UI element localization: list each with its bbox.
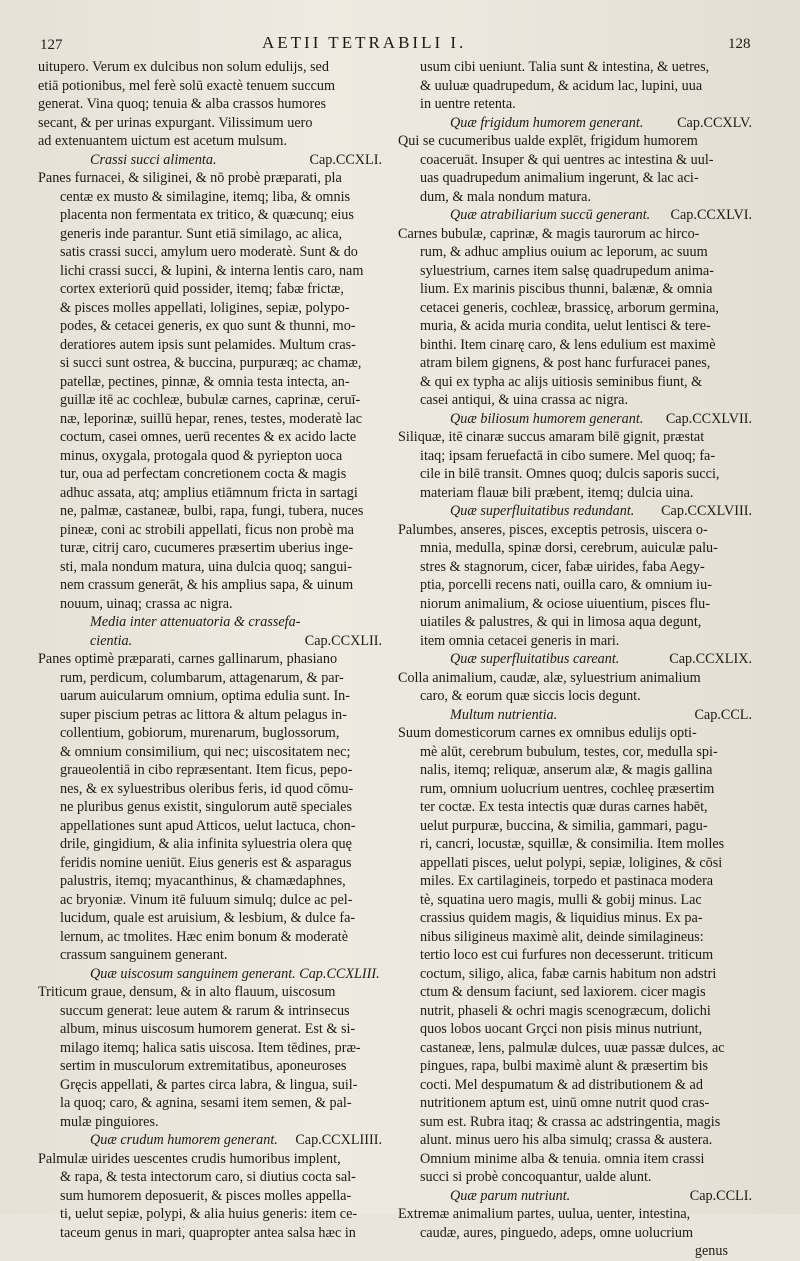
text-line: nes, & ex syluestribus oleribus feris, id quod cōmu-	[60, 780, 354, 797]
text-line: uiatiles & palustres, & qui in limosa aqua degunt,	[420, 614, 702, 630]
chapter-heading	[38, 965, 388, 984]
chapter-number: Cap.CCXLIIII.	[295, 1132, 382, 1148]
text-line: nutritionem aptum est, uinū omne nutrit quod cras-	[420, 1095, 710, 1111]
text-line: centæ ex musto & similagine, itemq; liba, & omnis	[60, 188, 351, 205]
chapter-heading	[398, 114, 758, 133]
text-line: & uuluæ quadrupedum, & acidum lac, lupini, uua	[420, 77, 703, 94]
text-line: muria, & acida muria condita, uelut lentisci & tere-	[420, 318, 711, 334]
text-line: niorum animalium, & ociose uiuentium, pisces flu-	[420, 595, 711, 612]
text-line: cetacei generis, cochleæ, brassicę, arborum germina,	[420, 299, 719, 316]
text-line: Gręcis appellati, & partes circa labra, & lingua, suil-	[60, 1076, 358, 1093]
text-line: casei antiqui, & uina crassa ac nigra.	[420, 392, 628, 408]
text-line: si succi sunt ostrea, & buccina, purpuræq; ac chamæ,	[60, 355, 362, 371]
text-line: album, minus uiscosum humorem generat. Est & si-	[60, 1021, 356, 1037]
text-line: uarum auicularum omnium, optima edulia sunt. In-	[60, 688, 350, 704]
text-line: lernum, ac tmolites. Hæc enim bonum & moderatè	[60, 928, 349, 945]
text-line: & omnium consimilium, qui nec; uiscositatem nec;	[60, 743, 351, 760]
text-line: turæ, citrij caro, cucumeres præsertim uberius inge-	[60, 540, 354, 556]
text-line: cortex exteriorū quid possider, itemq; fabæ frictæ,	[60, 281, 344, 297]
chapter-heading	[398, 706, 758, 725]
text-line: Omnium minime alba & tenuia. omnia item crassi	[420, 1150, 705, 1167]
text-line: ad extenuantem uictum est acetum mulsum.	[38, 133, 288, 149]
text-line: tertio loco est cui furfures non decesserunt. triticum	[420, 947, 714, 963]
text-line: secant, & per urinas expurgant. Vilissimum uero	[38, 114, 313, 131]
paragraph-start-line: Panes optimè præparati, carnes gallinarum, phasiano	[38, 651, 338, 667]
text-line: & qui ex typha ac alijs uitiosis seminibus fiunt, &	[420, 373, 703, 390]
paragraph-start-line: Siliquæ, itē cinaræ succus amaram bilē gignit, præstat	[398, 429, 705, 445]
running-title: AETII TETRABILI I.	[262, 33, 467, 52]
text-line: satis crassi succi, amylum uero moderatè. Sunt & do	[60, 244, 358, 260]
chapter-title: Crassi succi alimenta.	[90, 151, 217, 168]
text-line: tur, oua ad perfectam concretionem cocta & magis	[60, 466, 347, 482]
chapter-number: Cap.CCXLVI.	[670, 207, 752, 223]
text-line: taceum genus in mari, quapropter antea salsa hæc in	[60, 1224, 356, 1241]
text-line: graueolentiā in cibo repræsentant. Item ficus, pepo-	[60, 762, 353, 778]
text-line: la quoq; caro, & agnina, sesami item semen, & pal-	[60, 1095, 352, 1111]
text-line: coctum, siligo, alica, fabæ carnis habitum non adstri	[420, 965, 717, 982]
text-line: næ, leporinæ, suillū hepar, renes, testes, moderatè lac	[60, 410, 363, 427]
chapter-number: Cap.CCLI.	[689, 1187, 752, 1204]
chapter-heading	[38, 151, 388, 170]
paragraph-start-line: Triticum graue, densum, & in alto flauum, uiscosum	[38, 984, 336, 1000]
chapter-heading	[398, 650, 758, 669]
text-line: crassum sanguinem generant.	[60, 947, 228, 963]
text-line: drile, gingidium, & alia infinita syluestria olera quę	[60, 836, 352, 852]
chapter-number: Cap.CCXLII.	[304, 632, 382, 649]
text-line: succum generat: leue autem & rarum & intrinsecus	[60, 1002, 350, 1019]
text-line: collentium, gobiorum, murenarum, buglossorum,	[60, 725, 340, 741]
text-line: tè, squatina uero magis, mulli & gobij minus. Lac	[420, 891, 702, 908]
text-line: patellæ, pectines, pinnæ, & omnia testa intecta, an-	[60, 373, 350, 390]
text-line: nutrit, phaseli & ochri magis scenogræcum, dolichi	[420, 1002, 711, 1019]
text-line: lucidum, quale est aruisium, & lesbium, & dulce fa-	[60, 910, 356, 926]
text-line: podes, & cetacei generis, ex quo sunt & thunni, mo-	[60, 318, 356, 334]
chapter-number: Cap.CCL.	[694, 706, 752, 723]
paragraph-start-line: Palumbes, anseres, pisces, exceptis petrosis, uiscera o-	[398, 521, 708, 538]
chapter-title: Media inter attenuatoria & crassefa-	[90, 614, 301, 630]
text-line: ne pluribus genus existit, singulorum autē speciales	[60, 799, 352, 815]
text-line: & pisces molles appellati, loligines, sepiæ, polypo-	[60, 299, 350, 316]
text-line: uas quadrupedum animalium ingerunt, & lac aci-	[420, 170, 699, 186]
text-line: cocti. Mel despumatum & ad distributionem & ad	[420, 1076, 703, 1093]
text-line: sum est. Rubra itaq; & crassa ac adstringentia, magis	[420, 1113, 721, 1130]
text-line: sertim in musculorum extremitatibus, aponeuroses	[60, 1058, 347, 1074]
chapter-title: Quæ superfluitatibus redundant.	[450, 503, 635, 519]
text-line: milago itemq; halica satis uiscosa. Item tēdines, præ-	[60, 1039, 361, 1056]
text-line: placenta non fermentata ex tritico, & quæcunq; eius	[60, 207, 354, 223]
chapter-heading	[398, 410, 758, 429]
text-line: ri, cancri, locustæ, squillæ, & consimilia. Item molles	[420, 836, 725, 852]
text-line: palustris, itemq; myacanthinus, & chamædaphnes,	[60, 873, 346, 889]
text-line: lium. Ex marinis piscibus thunni, balænæ, & omnia	[420, 281, 713, 297]
chapter-heading	[38, 632, 388, 651]
text-line: mulæ pinguiores.	[60, 1113, 159, 1130]
text-line: mè alūt, cerebrum bubulum, testes, cor, medulla spi-	[420, 743, 718, 760]
text-line: ter coctæ. Ex testa intectis quæ duras carnes habēt,	[420, 799, 708, 815]
text-line: atram bilem gignens, & post hanc furfuracei panes,	[420, 355, 711, 371]
chapter-title: Quæ superfluitatibus careant.	[450, 651, 620, 667]
chapter-heading	[38, 1131, 388, 1150]
chapter-title: cientia.	[90, 632, 133, 649]
text-line: caro, & eorum quæ siccis locis degunt.	[420, 688, 641, 704]
chapter-number: Cap.CCXLV.	[677, 114, 752, 131]
chapter-heading	[398, 1187, 758, 1206]
text-line: uelut purpuræ, buccina, & similia, gammari, pagu-	[420, 817, 708, 834]
chapter-heading	[38, 613, 388, 632]
text-line: generis inde parantur. Sunt etiā similago, ac alica,	[60, 225, 343, 242]
chapter-title: Quæ crudum humorem generant.	[90, 1132, 278, 1148]
paragraph-start-line: Carnes bubulæ, caprinæ, & magis taurorum ac hirco-	[398, 225, 700, 242]
text-line: deratiores autem ipsis sunt pelamides. Multum cras-	[60, 336, 356, 353]
text-line: appellationes sunt apud Atticos, uelut lactuca, chon-	[60, 817, 356, 834]
chapter-title: Quæ biliosum humorem generant.	[450, 410, 644, 427]
text-line: cile in bilē transit. Omnes quoq; dulcis saporis succi,	[420, 466, 720, 482]
chapter-heading	[398, 206, 758, 225]
text-line: generat. Vina quoq; tenuia & alba crassos humores	[38, 96, 327, 112]
right-text-column	[398, 58, 758, 1261]
text-line: miles. Ex cartilagineis, torpedo et pastinaca modera	[420, 873, 714, 889]
text-line: crassius quidem magis, & liquidius minus. Ex pa-	[420, 910, 703, 926]
text-line: ptia, porcelli recens nati, ouilla caro, & omnium iu-	[420, 577, 712, 593]
text-line: mnia, medulla, spinæ dorsi, cerebrum, auiculæ palu-	[420, 540, 718, 556]
text-line: usum cibi ueniunt. Talia sunt & intestina, & uetres,	[420, 59, 710, 75]
text-line: rum, & adhuc amplius ouium ac leporum, ac suum	[420, 244, 708, 260]
text-line: nouum, uinaq; crassa ac nigra.	[60, 595, 233, 612]
chapter-number: Cap.CCXLVIII.	[661, 503, 752, 519]
text-line: uitupero. Verum ex dulcibus non solum edulijs, sed	[38, 59, 329, 75]
text-line: ctum & densum faciunt, sed laxiorem. cicer magis	[420, 984, 706, 1000]
paragraph-start-line: Colla animalium, caudæ, alæ, syluestrium animalium	[398, 669, 701, 686]
chapter-number: Cap.CCXLIX.	[669, 651, 752, 667]
text-line: pineæ, coni ac strobili appellati, ficus non probè ma	[60, 521, 354, 538]
chapter-title: Quæ frigidum humorem generant.	[450, 114, 644, 131]
text-line: alunt. minus uero his alba simulq; crassa & austera.	[420, 1132, 713, 1148]
text-line: coctum, casei omnes, uerū recentes & ex acido lacte	[60, 429, 357, 445]
text-line: rum, omnium uolucrium uentres, cochleę præsertim	[420, 780, 715, 797]
text-line: ne, palmæ, castaneæ, bulbi, rapa, fungi, tubera, nuces	[60, 503, 364, 519]
text-line: syluestrium, carnes item salsę quadrupedum anima-	[420, 262, 714, 279]
text-line: pingues, rapa, bulbi maximè alunt & præsertim bis	[420, 1058, 709, 1074]
text-line: super piscium petras ac littora & altum pelagus in-	[60, 706, 347, 723]
chapter-number: Cap.CCXLVII.	[665, 410, 752, 427]
text-line: & rapa, & testa intectorum caro, si diutius cocta sal-	[60, 1169, 356, 1185]
text-line: materiam flauæ bili præbent, itemq; dulcia uina.	[420, 484, 694, 501]
chapter-heading	[398, 502, 758, 521]
chapter-title: Quæ parum nutriunt.	[450, 1187, 571, 1204]
text-line: ti, uelut sepiæ, polypi, & alia huius generis: item ce-	[60, 1206, 358, 1222]
paragraph-start-line: Extremæ animalium partes, uulua, uenter, intestina,	[398, 1206, 691, 1222]
text-line: quos lobos uocant Grçci non pisis minus nutriunt,	[420, 1021, 703, 1037]
text-line: rum, perdicum, columbarum, attagenarum, & par-	[60, 669, 344, 686]
text-line: stres & stagnorum, cicer, fabæ uirides, faba Aegy-	[420, 558, 705, 575]
text-line: nibus siligineus maximè alit, deinde similagineus:	[420, 928, 704, 945]
text-line: etiā potionibus, mel ferè solū exactè tenuem succum	[38, 77, 336, 94]
text-line: in uentre retenta.	[420, 96, 516, 112]
chapter-title: Quæ uiscosum sanguinem generant. Cap.CCXLIII.	[90, 965, 380, 982]
paragraph-start-line: Qui se cucumeribus ualde explēt, frigidum humorem	[398, 133, 698, 149]
text-line: genus	[694, 1243, 728, 1259]
paragraph-start-line: Palmulæ uirides uescentes crudis humoribus implent,	[38, 1150, 341, 1167]
text-line: succi si probè concoquantur, ualde alunt.	[420, 1169, 652, 1185]
text-line: appellati pisces, uelut polypi, sepiæ, loligines, & cōsi	[420, 854, 723, 871]
page-number-left: 127	[40, 37, 63, 53]
text-line: adhuc assata, atq; amplius etiāmnum fricta in sartagi	[60, 484, 358, 501]
text-line: itaq; ipsam feruefactā in cibo sumere. Mel quoq; fa-	[420, 447, 716, 464]
text-line: lichi crassi succi, & lupini, & interna lentis caro, nam	[60, 262, 364, 279]
page-number-right: 128	[728, 36, 751, 52]
text-line: dum, & mala nondum matura.	[420, 188, 592, 205]
left-text-column	[38, 58, 388, 1242]
text-line: nalis, itemq; reliquæ, anserum alæ, & magis gallina	[420, 762, 713, 778]
text-line: feridis nomine ueniūt. Eius generis est & asparagus	[60, 854, 352, 871]
text-line: nem crassum generāt, & his amplius sapa, & uinum	[60, 577, 354, 593]
text-line: coaceruāt. Insuper & qui uentres ac intestina & uul-	[420, 151, 714, 168]
chapter-title: Multum nutrientia.	[450, 706, 558, 723]
chapter-title: Quæ atrabiliarium succū generant.	[450, 207, 651, 223]
text-line: sum humorem deposuerit, & pisces molles appella-	[60, 1187, 352, 1204]
text-line: binthi. Item cinarę caro, & lens edulium est maximè	[420, 336, 716, 353]
chapter-number: Cap.CCXLI.	[309, 151, 382, 168]
paragraph-start-line: Panes furnacei, & siliginei, & nō probè præparati, pla	[38, 170, 342, 186]
text-line: minus, oxygala, protogala quod & pyriepton uoca	[60, 447, 343, 464]
text-line: sti, mala nondum matura, uina dulcia quoq; sangui-	[60, 558, 352, 575]
text-line: castaneæ, lens, palmulæ dulces, uuæ passæ dulces, ac	[420, 1039, 725, 1056]
paragraph-start-line: Suum domesticorum carnes ex omnibus edulijs opti-	[398, 725, 697, 741]
text-line: caudæ, aures, pinguedo, adeps, omne uolucrium	[420, 1224, 694, 1241]
text-line: ac bryoniæ. Vinum itē fuluum simulq; dulce ac pel-	[60, 891, 353, 908]
text-line: guillæ itē ac cochleæ, bubulæ carnes, caprinæ, ceruī-	[60, 392, 361, 408]
text-line: item omnia cetacei generis in mari.	[420, 632, 620, 649]
